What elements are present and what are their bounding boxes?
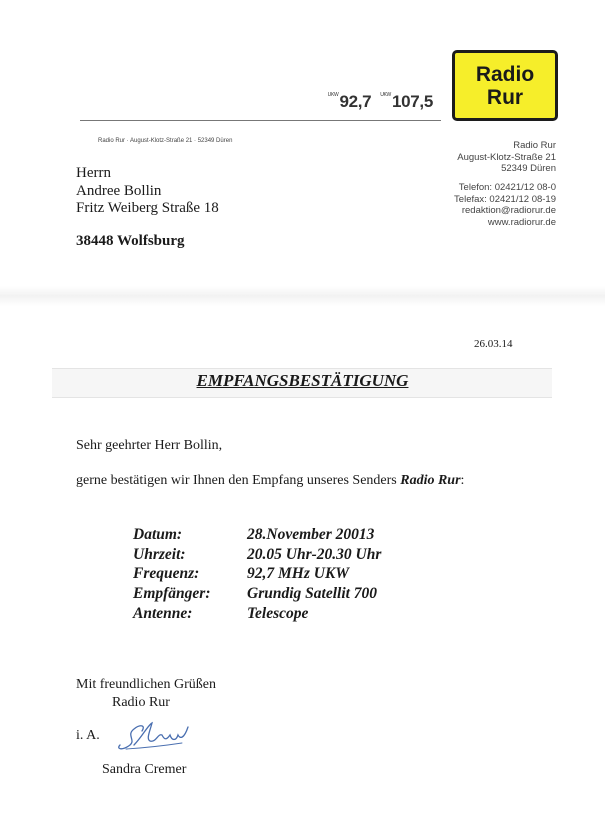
detail-label: Uhrzeit: (133, 545, 186, 563)
logo-line1: Radio (475, 62, 535, 86)
detail-row (133, 564, 381, 584)
closing (76, 676, 216, 711)
freq1: 92,7 (339, 92, 372, 111)
body-end: : (460, 473, 465, 488)
sender-street: August-Klotz-Straße 21 (457, 151, 556, 163)
logo-line2: Rur (486, 85, 524, 109)
return-address: Radio Rur · August-Klotz-Straße 21 · 52349 Düren (98, 138, 233, 144)
signature-icon (112, 715, 202, 755)
sender-web: www.radiorur.de (487, 216, 556, 228)
scan-artifact-band (0, 286, 605, 306)
detail-row (133, 584, 381, 604)
detail-row (133, 604, 381, 624)
letter-title: EMPFANGSBESTÄTIGUNG (196, 371, 409, 390)
detail-row (133, 525, 381, 545)
greeting: Sehr geehrter Herr Bollin, (76, 438, 223, 453)
freq2-prefix: UKW (380, 92, 391, 98)
sender-email: redaktion@radiorur.de (461, 205, 556, 216)
recipient-city: 38448 Wolfsburg (76, 233, 185, 249)
detail-value: 20.05 Uhr-20.30 Uhr (247, 545, 382, 563)
closing-line2: Radio Rur (112, 694, 170, 710)
freq1-prefix: UKW (327, 92, 339, 98)
detail-label: Antenne: (133, 604, 193, 622)
signer-name: Sandra Cremer (102, 762, 187, 777)
frequency-banner (328, 92, 433, 112)
ia-prefix: i. A. (76, 728, 100, 743)
detail-label: Empfänger: (133, 585, 211, 603)
letter-date: 26.03.14 (474, 338, 513, 350)
freq2: 107,5 (391, 92, 433, 111)
detail-value: Grundig Satellit 700 (247, 585, 378, 603)
detail-label: Datum: (133, 526, 183, 543)
header-rule (80, 120, 441, 121)
radio-rur-logo (452, 50, 558, 121)
detail-value: 92,7 MHz UKW (247, 565, 350, 583)
recipient-street: Fritz Weiberg Straße 18 (76, 200, 219, 216)
detail-row (133, 545, 381, 565)
sender-fax: Telefax: 02421/12 08-19 (454, 193, 556, 205)
recipient-salutation: Herrn (76, 165, 111, 181)
body-station: Radio Rur (400, 473, 461, 488)
sender-address (457, 140, 556, 175)
reception-details (133, 525, 381, 624)
sender-name: Radio Rur (513, 140, 556, 151)
sender-city: 52349 Düren (501, 163, 556, 174)
body-paragraph (76, 473, 464, 489)
sender-contact (454, 182, 556, 228)
recipient-address (76, 165, 219, 218)
recipient-name: Andree Bollin (76, 182, 162, 199)
closing-line1: Mit freundlichen Grüßen (76, 677, 216, 692)
detail-label: Frequenz: (133, 565, 200, 583)
detail-value: Telescope (247, 604, 309, 622)
sender-phone: Telefon: 02421/12 08-0 (458, 182, 556, 193)
detail-value: 28.November 20013 (247, 526, 375, 543)
body-text: gerne bestätigen wir Ihnen den Empfang unseres Senders (76, 473, 401, 488)
